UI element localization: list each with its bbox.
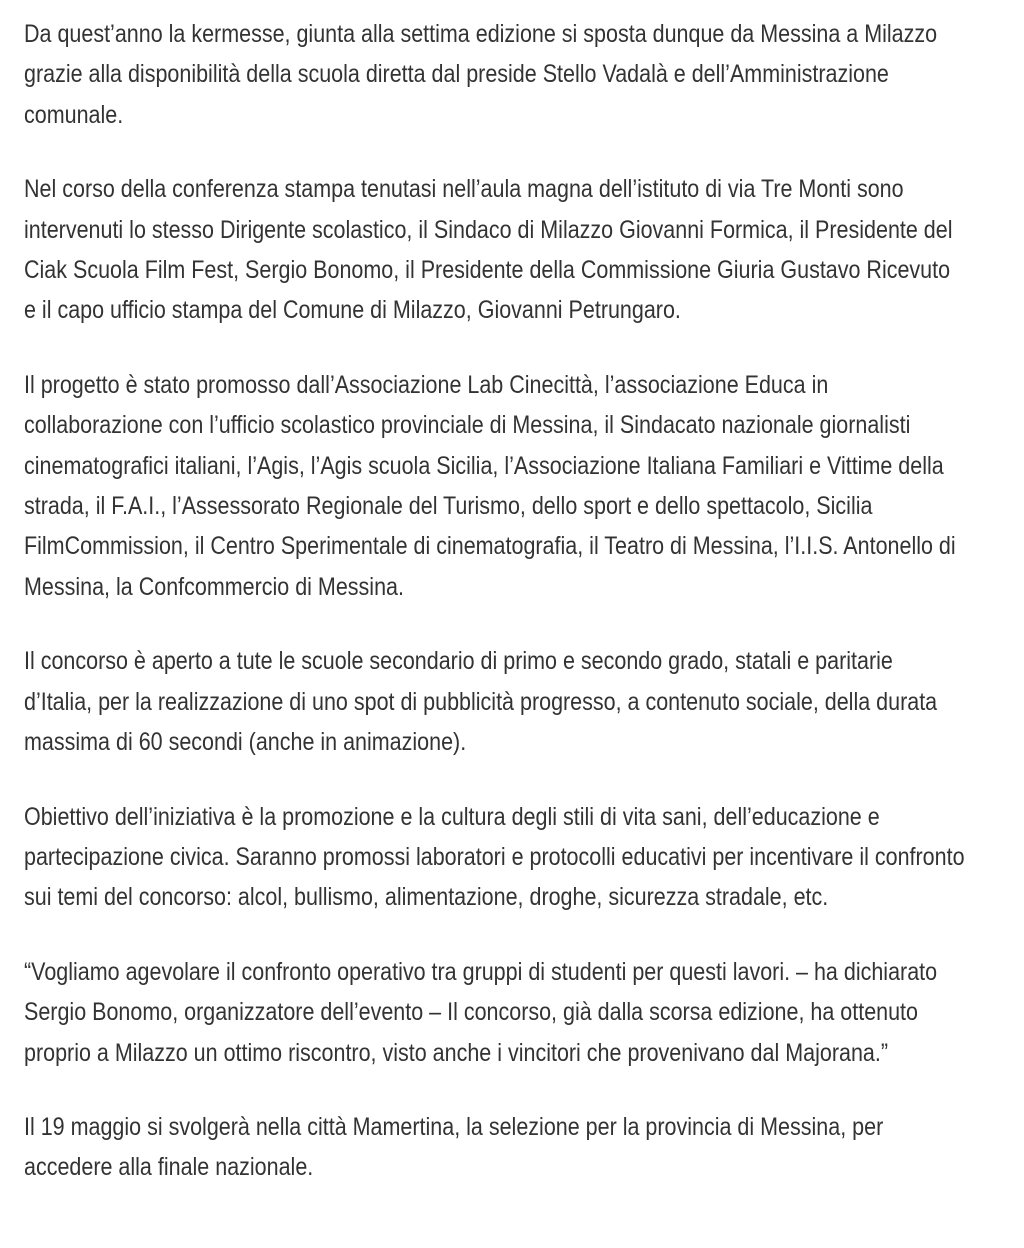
text-line: Il 19 maggio si svolgerà nella città Mamertina, la selezione per la provincia di Messina, per <box>24 1112 884 1141</box>
paragraph-intro <box>24 14 984 135</box>
text-line: accedere alla finale nazionale. <box>24 1153 314 1182</box>
text-line: Da quest’anno la kermesse, giunta alla settima edizione si sposta dunque da Messina a Milazzo <box>24 20 938 48</box>
text-line: comunale. <box>24 100 124 129</box>
text-line: “Vogliamo agevolare il confronto operativo tra gruppi di studenti per questi lavori. – ha dichiarato <box>24 957 938 986</box>
paragraph-objective <box>24 797 984 918</box>
text-line: d’Italia, per la realizzazione di uno spot di pubblicità progresso, a contenuto sociale, della durata <box>24 687 938 716</box>
text-line: Obiettivo dell’iniziativa è la promozione e la cultura degli stili di vita sani, dell’educazione e <box>24 802 880 831</box>
text-line: Il concorso è aperto a tute le scuole secondario di primo e secondo grado, statali e paritarie <box>24 647 893 676</box>
text-line: intervenuti lo stesso Dirigente scolastico, il Sindaco di Milazzo Giovanni Formica, il Presidente del <box>24 215 953 244</box>
text-line: Il progetto è stato promosso dall’Associazione Lab Cinecittà, l’associazione Educa in <box>24 370 829 399</box>
text-line: massima di 60 secondi (anche in animazione). <box>24 728 467 757</box>
text-line: FilmCommission, il Centro Sperimentale di cinematografia, il Teatro di Messina, l’I.I.S. Antonello di <box>24 532 956 561</box>
text-line: partecipazione civica. Saranno promossi laboratori e protocolli educativi per incentivare il confronto <box>24 842 965 871</box>
text-line: strada, il F.A.I., l’Assessorato Regionale del Turismo, dello sport e dello spettacolo, Sicilia <box>24 492 873 521</box>
text-line: proprio a Milazzo un ottimo riscontro, visto anche i vincitori che provenivano dal Majorana.” <box>24 1038 888 1067</box>
paragraph-promoters <box>24 365 984 607</box>
text-line: Messina, la Confcommercio di Messina. <box>24 572 404 601</box>
text-line: e il capo ufficio stampa del Comune di Milazzo, Giovanni Petrungaro. <box>24 296 681 325</box>
text-line: Sergio Bonomo, organizzatore dell’evento – Il concorso, già dalla scorsa edizione, ha ottenuto <box>24 998 918 1027</box>
text-line: collaborazione con l’ufficio scolastico provinciale di Messina, il Sindacato nazionale giornalisti <box>24 411 911 440</box>
paragraph-selection <box>24 1107 984 1188</box>
text-line: grazie alla disponibilità della scuola diretta dal preside Stello Vadalà e dell’Amministrazione <box>24 60 889 89</box>
text-line: Nel corso della conferenza stampa tenutasi nell’aula magna dell’istituto di via Tre Monti sono <box>24 175 904 204</box>
text-line: cinematografici italiani, l’Agis, l’Agis scuola Sicilia, l’Associazione Italiana Familiari e Vittime della <box>24 451 944 480</box>
text-line: sui temi del concorso: alcol, bullismo, alimentazione, droghe, sicurezza stradale, etc. <box>24 883 829 912</box>
text-line: Ciak Scuola Film Fest, Sergio Bonomo, il Presidente della Commissione Giuria Gustavo Ricevuto <box>24 256 951 285</box>
paragraph-press-conference <box>24 169 984 331</box>
paragraph-quote <box>24 952 984 1073</box>
article-body <box>24 14 984 1222</box>
paragraph-contest <box>24 641 984 762</box>
